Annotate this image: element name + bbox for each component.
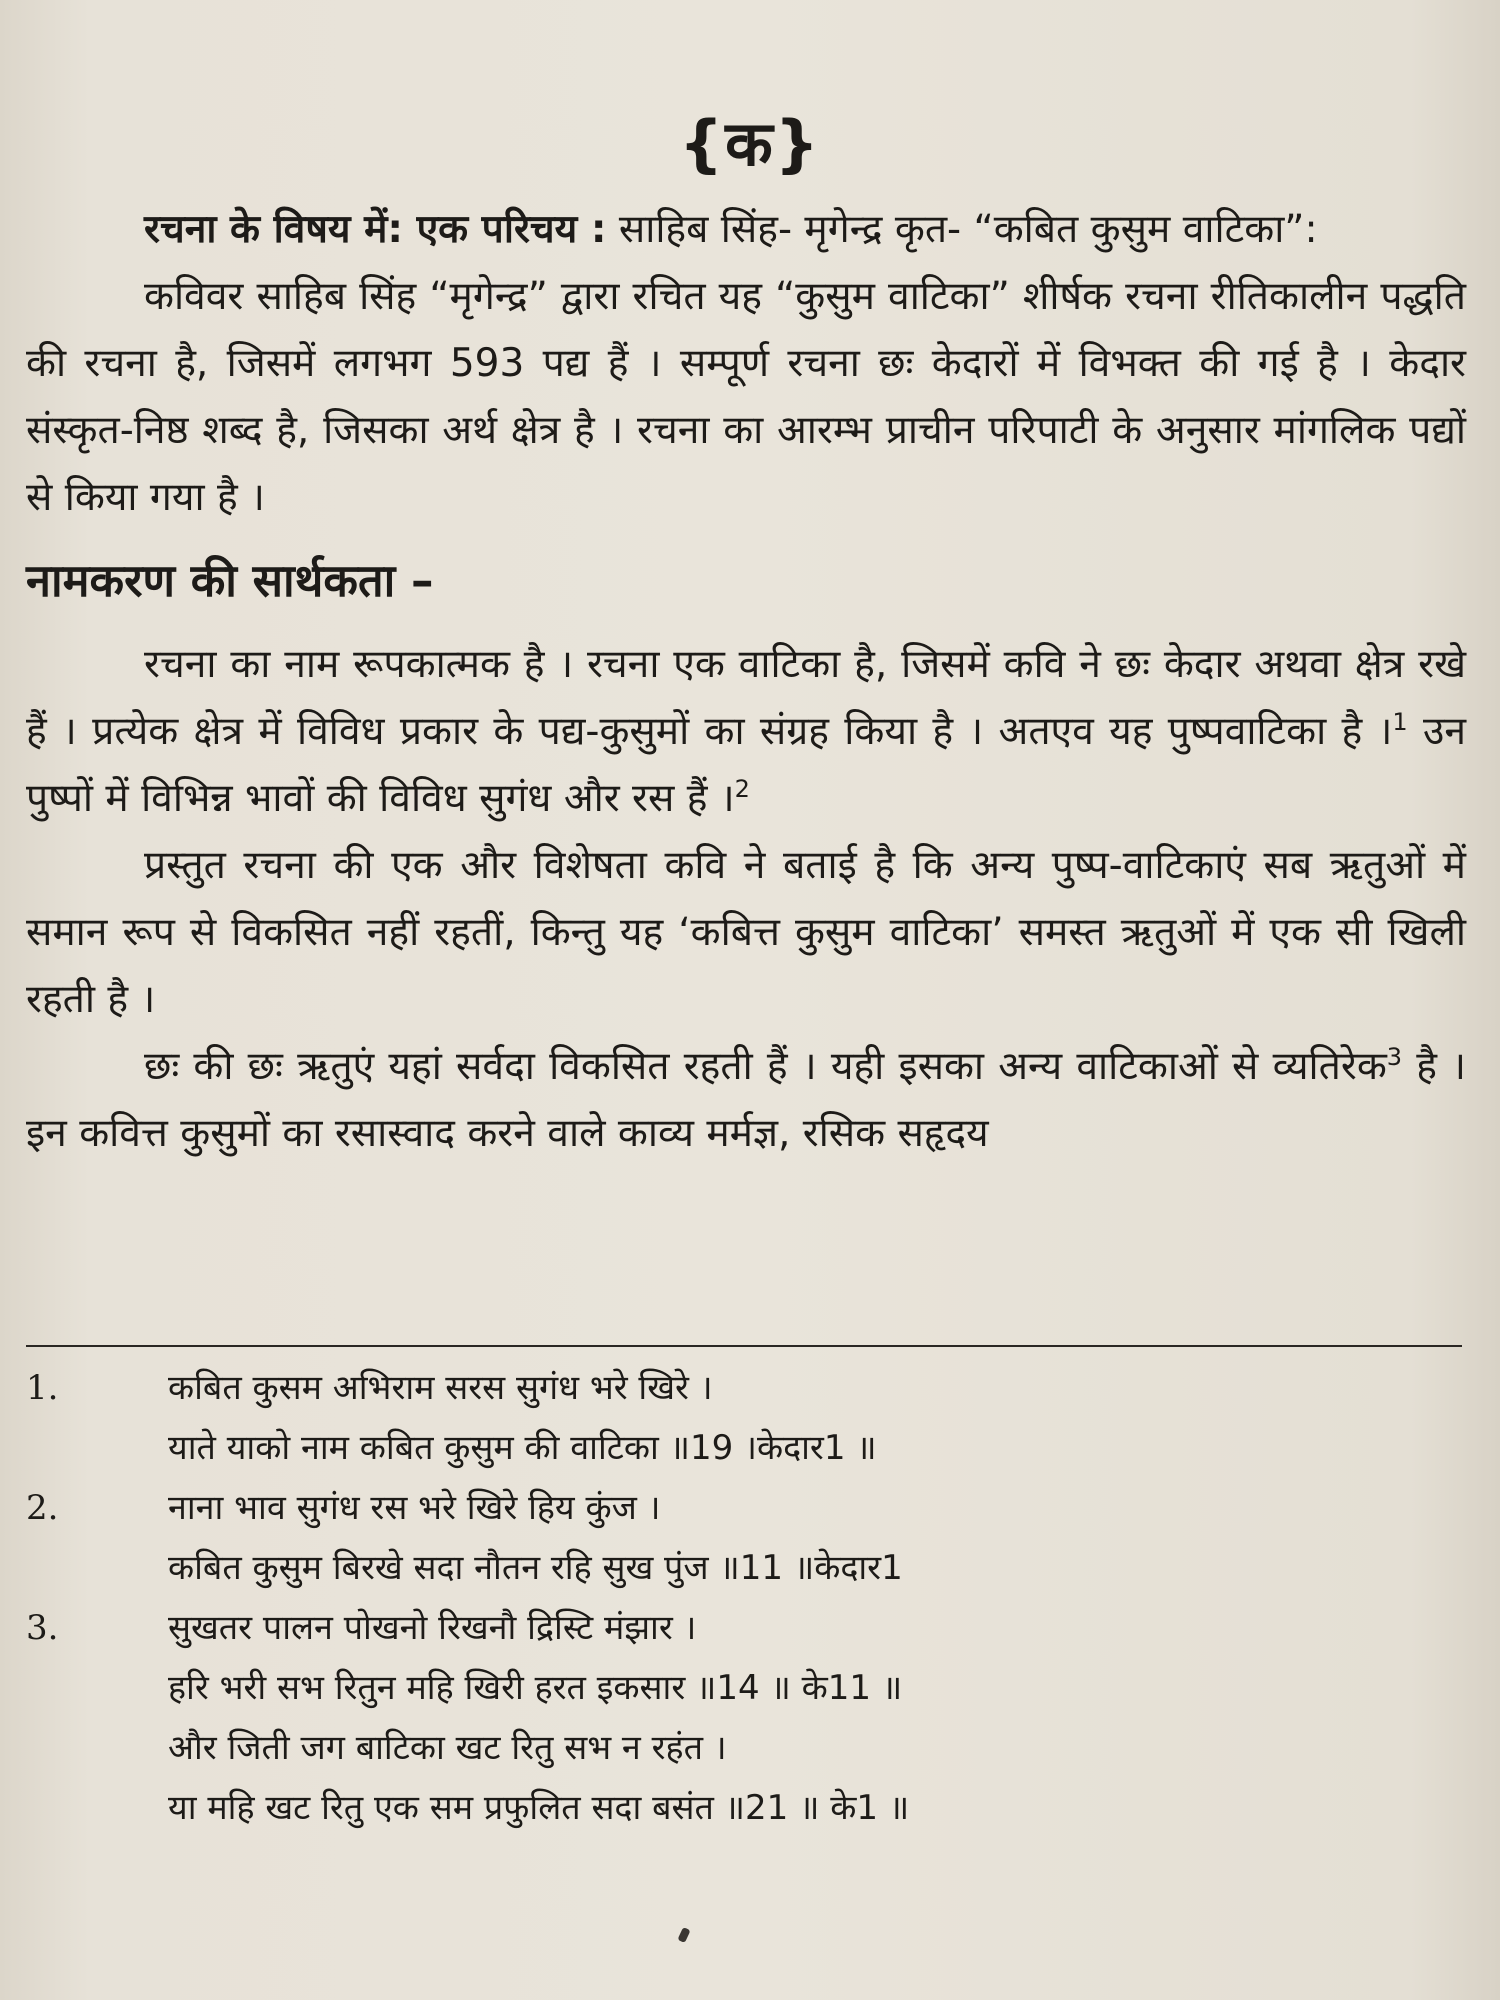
footnote-2-number: 2. [26,1488,59,1528]
footnote-ref-3: 3 [1386,1043,1403,1071]
section-subheading: नामकरण की सार्थकता – [26,554,434,607]
footnote-text: कबित कुसुम बिरखे सदा नौतन रहि सुख पुंज ॥11 ॥केदार1 [168,1548,903,1588]
paragraph-4 [26,1033,1466,1167]
footnote-3-number: 3. [26,1608,59,1648]
paragraph-1: कविवर साहिब सिंह “मृगेन्द्र” द्वारा रचित यह “कुसुम वाटिका” शीर्षक रचना रीतिकालीन पद्धति की रचना है, जिसमें लगभग 593 पद्य हैं । सम्पूर्ण रचना छः केदारों में विभक्त की गई है । केदार संस्कृत-निष्ठ शब्द है, जिसका अर्थ क्षेत्र है । रचना का आरम्भ प्राचीन परिपाटी के अनुसार मांगलिक पद्यों से किया गया है । [26,274,1466,520]
footnote-2-line-1 [26,1478,1466,1538]
footnote-3-line-4 [26,1778,1466,1838]
paragraph-3: प्रस्तुत रचना की एक और विशेषता कवि ने बताई है कि अन्य पुष्प-वाटिकाएं सब ऋतुओं में समान रूप से विकसित नहीं रहतीं, किन्तु यह ‘कबित्त कुसुम वाटिका’ समस्त ऋतुओं में एक सी खिली रहती है । [26,843,1466,1022]
footnote-1-line-2 [26,1418,1466,1478]
intro-rest: साहिब सिंह- मृगेन्द्र कृत- “कबित कुसुम वाटिका”: [606,207,1318,252]
footnote-text: या महि खट रितु एक सम प्रफुलित सदा बसंत ॥21 ॥ के1 ॥ [168,1788,910,1828]
footnote-1-number: 1. [26,1368,59,1408]
paragraph-2-a: रचना का नाम रूपकात्मक है । रचना एक वाटिका है, जिसमें कवि ने छः केदार अथवा क्षेत्र रखे हैं । प्रत्येक क्षेत्र में विविध प्रकार के पद्य-कुसुमों का संग्रह किया है । अतएव यह पुष्पवाटिका है । [26,642,1466,754]
footnote-3-line-1 [26,1598,1466,1658]
footnote-2-line-2 [26,1538,1466,1598]
footnote-text: नाना भाव सुगंध रस भरे खिरे हिय कुंज । [168,1488,661,1528]
footnote-ref-1: 1 [1392,708,1408,736]
footnote-divider [26,1345,1462,1347]
footnote-1-line-1 [26,1358,1466,1418]
footnote-text: और जिती जग बाटिका खट रितु सभ न रहंत । [168,1728,727,1768]
paragraph-4-a: छः की छः ऋतुएं यहां सर्वदा विकसित रहती हैं । यही इसका अन्य वाटिकाओं से व्यतिरेक [144,1044,1387,1089]
ink-speck [677,1927,690,1943]
main-text [26,196,1466,1167]
footnote-ref-2: 2 [734,775,750,803]
intro-title: रचना के विषय में: एक परिचय : [144,207,607,252]
footnote-3-line-2 [26,1658,1466,1718]
footnote-text: हरि भरी सभ रितुन महि खिरी हरत इकसार ॥14 ॥ के11 ॥ [168,1668,903,1708]
footnote-3-line-3 [26,1718,1466,1778]
footnotes [26,1358,1466,1838]
page-heading: {क} [679,107,821,180]
paragraph-2-b: उन पुष्पों में विभिन्न भावों की विविध सुगंध और रस हैं । [26,709,1466,821]
paragraph-2 [26,631,1466,832]
footnote-text: याते याको नाम कबित कुसुम की वाटिका ॥19 ।केदार1 ॥ [168,1428,877,1468]
footnote-text: सुखतर पालन पोखनो रिखनौ द्रिस्टि मंझार । [168,1608,697,1648]
paragraph-4-b: है । इन कवित्त कुसुमों का रसास्वाद करने वाले काव्य मर्मज्ञ, रसिक सहृदय [26,1044,1466,1156]
footnote-text: कबित कुसम अभिराम सरस सुगंध भरे खिरे । [168,1368,713,1408]
intro-paragraph [26,196,1466,263]
